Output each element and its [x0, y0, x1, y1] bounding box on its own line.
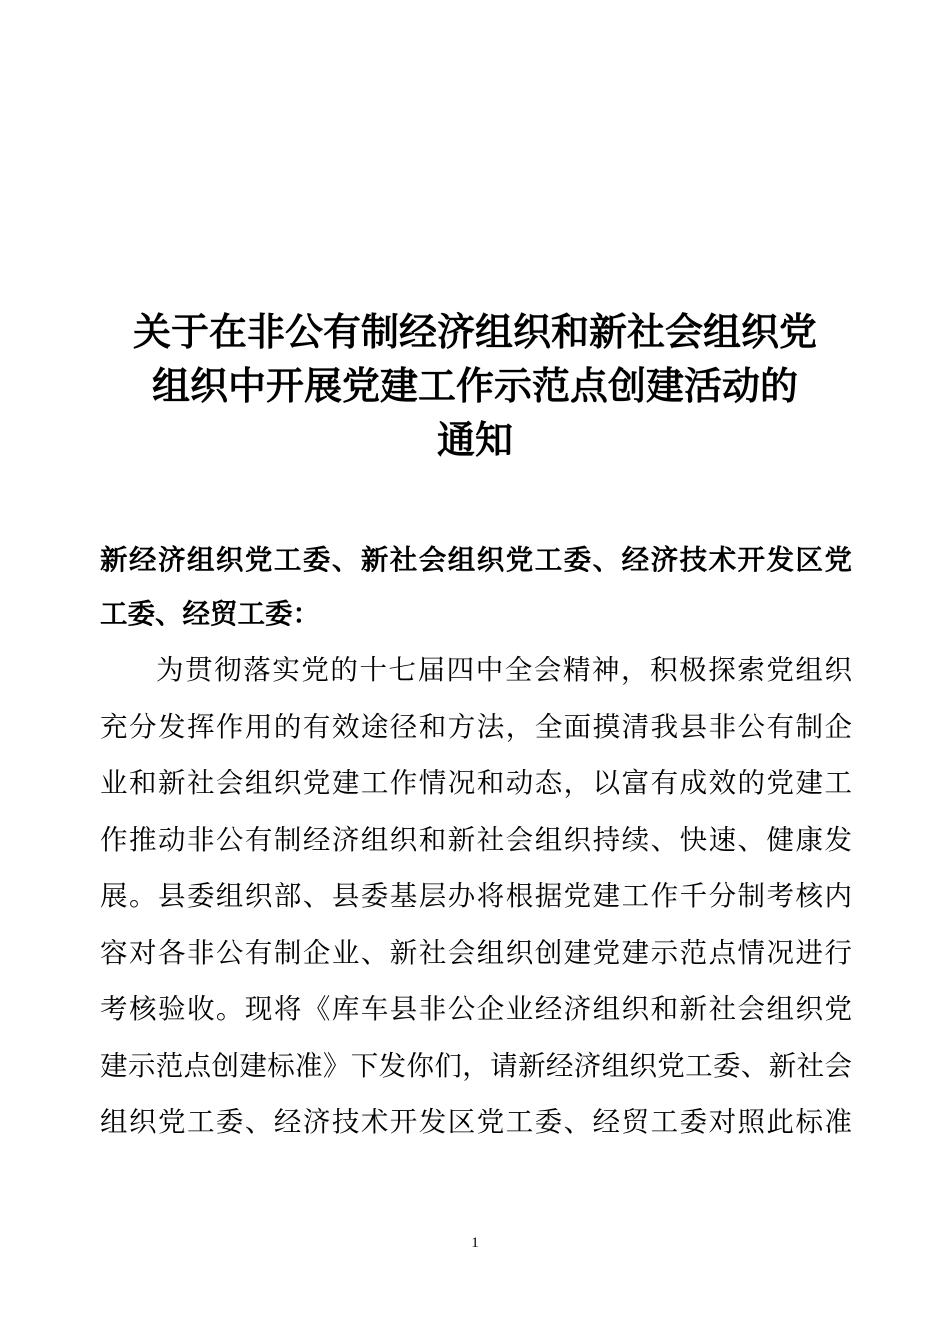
- body-line: 容对各非公有制企业、新社会组织创建党建示范点情况进行: [100, 936, 852, 969]
- body-line: 组织党工委、经济技术开发区党工委、经贸工委对照此标准: [100, 1106, 852, 1138]
- document-title: [100, 305, 850, 467]
- title-line: 关于在非公有制经济组织和新社会组织党: [132, 310, 817, 354]
- salutation: [100, 533, 852, 641]
- body-line: 考核验收。现将《库车县非公企业经济组织和新社会组织党: [100, 993, 852, 1025]
- body-line: 充分发挥作用的有效途径和方法，全面摸清我县非公有制企: [100, 710, 852, 743]
- salutation-line: 工委、经贸工委：: [100, 598, 320, 630]
- body-line: 建示范点创建标准》下发你们，请新经济组织党工委、新社会: [100, 1049, 852, 1082]
- salutation-line: 新经济组织党工委、新社会组织党工委、经济技术开发区党: [100, 544, 852, 576]
- body-line: 业和新社会组织党建工作情况和动态，以富有成效的党建工: [100, 767, 852, 799]
- body-paragraph: [100, 642, 852, 1151]
- body-line: 展。县委组织部、县委基层办将根据党建工作千分制考核内: [100, 880, 852, 912]
- title-line: 组织中开展党建工作示范点创建活动的: [151, 364, 798, 408]
- page-number: 1: [471, 1235, 479, 1251]
- title-line: 通知: [436, 418, 513, 462]
- body-line: 为贯彻落实党的十七届四中全会精神，积极探索党组织: [156, 654, 852, 686]
- body-line: 作推动非公有制经济组织和新社会组织持续、快速、健康发: [100, 823, 852, 856]
